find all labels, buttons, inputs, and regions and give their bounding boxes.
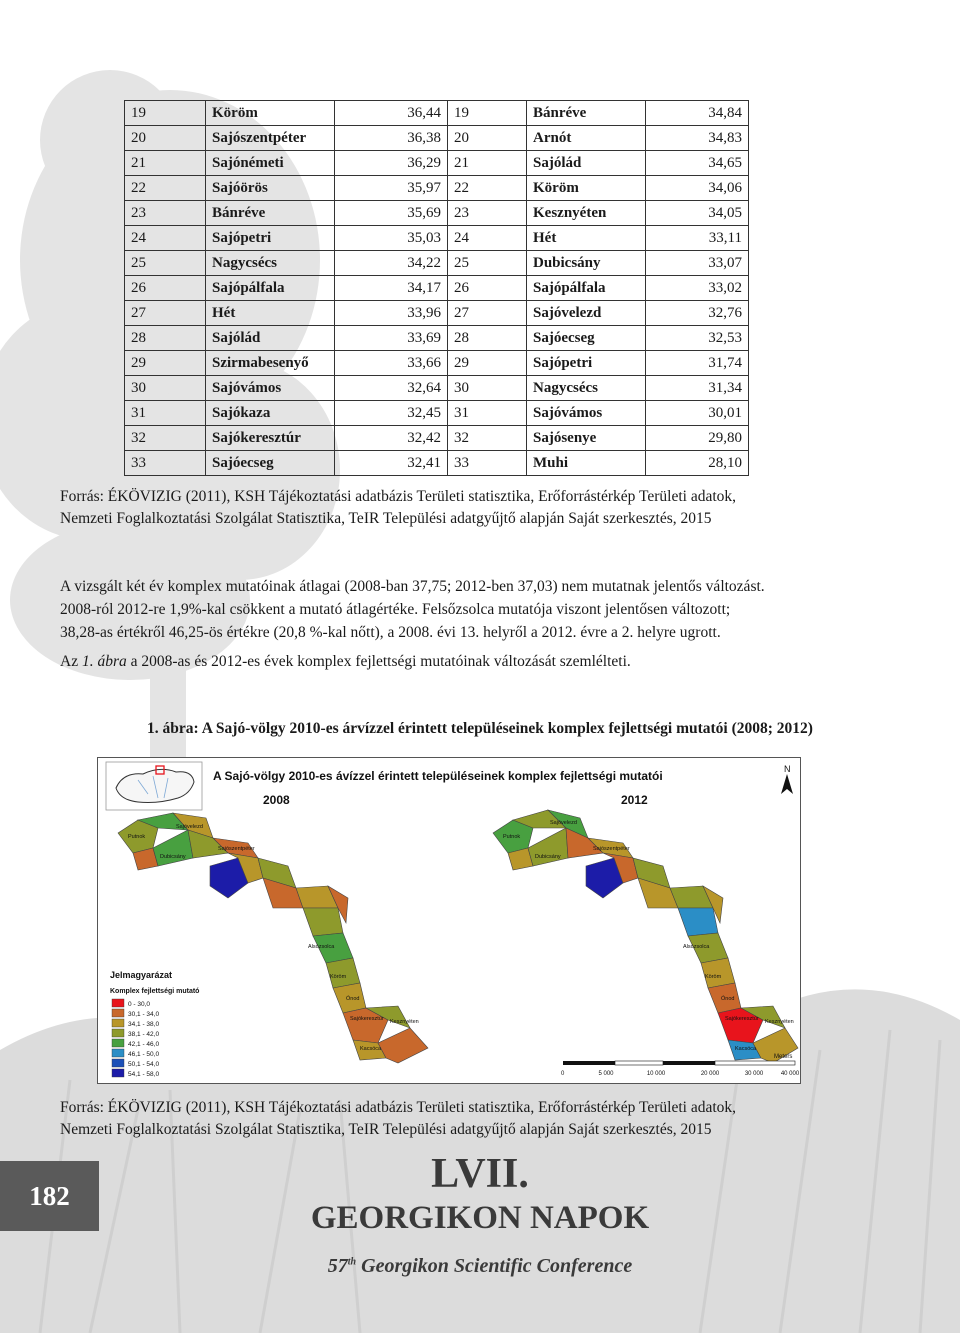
table-cell: 36,44 [335,101,448,126]
table-cell: Nagycsécs [527,376,646,401]
table-row [125,226,749,251]
table-cell: 31,74 [646,351,749,376]
table-row [125,151,749,176]
table-cell: 31 [125,401,206,426]
table-cell: 19 [448,101,527,126]
table-row [125,301,749,326]
place-label: Putnok [128,834,146,840]
table-row [125,376,749,401]
table-row [125,276,749,301]
table-cell: 32,64 [335,376,448,401]
table-cell: 26 [125,276,206,301]
table-cell: 28,10 [646,451,749,476]
table-cell: 33,11 [646,226,749,251]
figure-map [97,757,801,1084]
scale-label: 0 [561,1071,565,1077]
place-label: Alsózsolca [308,944,335,950]
paragraph-line [60,650,850,673]
table-cell: 33,96 [335,301,448,326]
table-cell: 25 [448,251,527,276]
table-cell: 34,22 [335,251,448,276]
table-cell: 31 [448,401,527,426]
north-arrow-icon [781,764,793,794]
table-cell: 33,66 [335,351,448,376]
legend-label: 42,1 - 46,0 [128,1041,160,1048]
table-cell: Kesznyéten [527,201,646,226]
conf-sub-sup: th [347,1256,357,1268]
place-label: Dubicsány [535,854,561,860]
source-note-2 [60,1097,850,1141]
legend-swatch [112,1019,124,1027]
table-cell: Hét [527,226,646,251]
table-cell: Hét [206,301,335,326]
table-cell: Sajószentpéter [206,126,335,151]
table-cell: Sajóörös [206,176,335,201]
source-note-1 [60,486,850,530]
source-note-line: Forrás: ÉKÖVIZIG (2011), KSH Tájékoztatási adatbázis Területi statisztika, Erőforrástérkép Területi adatok, [60,488,737,505]
table-cell: 35,97 [335,176,448,201]
conf-sub-num: 57 [327,1255,348,1277]
table-cell: 30 [448,376,527,401]
year-label-2012: 2012 [621,793,648,807]
table-cell: Sajópetri [527,351,646,376]
place-label: Sajószentpéter [593,846,630,852]
table-cell: 27 [125,301,206,326]
table-cell: 34,83 [646,126,749,151]
table-cell: 33,07 [646,251,749,276]
north-label: N [784,764,791,774]
source-note-line: Nemzeti Foglalkoztatási Szolgálat Statisztika, TeIR Települési adatgyűjtő alapján Saját szerkesztés, 2015 [60,510,712,527]
body-paragraph [60,575,850,673]
legend-swatch [112,1049,124,1057]
table-cell: 32,76 [646,301,749,326]
legend-swatch [112,1059,124,1067]
table-row [125,451,749,476]
paragraph-text: a 2008-as és 2012-es évek komplex fejlettségi mutatóinak változását szemlélteti. [126,653,631,670]
table-cell: 32,45 [335,401,448,426]
table-cell: Sajókaza [206,401,335,426]
table-cell: 23 [448,201,527,226]
table-cell: 34,05 [646,201,749,226]
table-cell: 30 [125,376,206,401]
table-row [125,201,749,226]
map-legend [110,970,199,1078]
table-cell: 31,34 [646,376,749,401]
table-cell: 29,80 [646,426,749,451]
legend-swatch [112,1029,124,1037]
table-cell: Sajóecseg [206,451,335,476]
map-2012 [493,810,798,1063]
place-label: Kesznyéten [765,1019,794,1025]
table-cell: 23 [125,201,206,226]
legend-label: 34,1 - 38,0 [128,1021,160,1028]
conference-subtitle [260,1255,700,1278]
paragraph-line: A vizsgált két év komplex mutatóinak átlagai (2008-ban 37,75; 2012-ben 37,03) nem mutatnak jelentős változást. [60,578,765,595]
table-cell: Köröm [206,101,335,126]
table-cell: Sajópálfala [527,276,646,301]
table-cell: 24 [448,226,527,251]
table-row [125,351,749,376]
table-cell: 34,06 [646,176,749,201]
map-2008 [118,813,428,1063]
legend-label: 50,1 - 54,0 [128,1061,160,1068]
place-label: Sajóvelezd [176,824,203,830]
table-cell: Nagycsécs [206,251,335,276]
table-cell: 32 [448,426,527,451]
table-cell: 22 [125,176,206,201]
table-cell: 32,41 [335,451,448,476]
legend-swatch [112,1069,124,1077]
table-cell: Sajósenye [527,426,646,451]
place-label: Alsózsolca [683,944,710,950]
source-note-line: Nemzeti Foglalkoztatási Szolgálat Statisztika, TeIR Települési adatgyűjtő alapján Saját szerkesztés, 2015 [60,1121,712,1138]
legend-swatch [112,1009,124,1017]
table-cell: 32,53 [646,326,749,351]
table-cell: Bánréve [206,201,335,226]
table-cell: 33 [448,451,527,476]
table-row [125,426,749,451]
table-cell: 35,69 [335,201,448,226]
figure-reference: 1. ábra [81,653,127,670]
scale-unit: Meters [774,1054,793,1060]
place-label: Köröm [705,974,722,980]
table-cell: Sajónémeti [206,151,335,176]
table-cell: 33,69 [335,326,448,351]
table-cell: 34,17 [335,276,448,301]
conference-name: GEORGIKON NAPOK [310,1200,650,1236]
table-cell: 34,65 [646,151,749,176]
table-cell: 33 [125,451,206,476]
table-cell: 30,01 [646,401,749,426]
table-cell: 29 [448,351,527,376]
place-label: Sajókeresztúr [350,1016,384,1022]
page-number: 182 [0,1161,99,1231]
table-cell: Arnót [527,126,646,151]
place-label: Ónod [346,996,360,1002]
table-cell: Sajóecseg [527,326,646,351]
table-cell: Sajóvelezd [527,301,646,326]
legend-label: 38,1 - 42,0 [128,1031,160,1038]
place-label: Köröm [330,974,347,980]
table-row [125,251,749,276]
table-cell: Sajóvámos [527,401,646,426]
place-label: Dubicsány [160,854,186,860]
table-cell: 28 [125,326,206,351]
figure-caption: 1. ábra: A Sajó-völgy 2010-es árvízzel érintett településeinek komplex fejlettségi mutatói (2008; 2012) [147,720,813,737]
table-cell: 26 [448,276,527,301]
table-cell: 28 [448,326,527,351]
table-cell: 25 [125,251,206,276]
table-cell: 22 [448,176,527,201]
table-row [125,126,749,151]
legend-title: Jelmagyarázat [110,970,173,980]
legend-subtitle: Komplex fejlettségi mutató [110,988,200,995]
paragraph-text: Az [60,653,82,670]
ranking-table [124,100,749,476]
table-cell: Sajópálfala [206,276,335,301]
table-cell: 34,84 [646,101,749,126]
table-cell: 32 [125,426,206,451]
scale-label: 20 000 [700,1071,720,1077]
table-cell: 33,02 [646,276,749,301]
legend-label: 46,1 - 50,0 [128,1051,160,1058]
table-cell: 32,42 [335,426,448,451]
table-cell: 36,38 [335,126,448,151]
place-label: Ónod [721,996,735,1002]
source-note-line: Forrás: ÉKÖVIZIG (2011), KSH Tájékoztatási adatbázis Területi statisztika, Erőforrástérkép Területi adatok, [60,1099,737,1116]
map-title: A Sajó-völgy 2010-es ávízzel érintett településeinek komplex fejlettségi mutatói [213,769,663,783]
place-label: Kacsóca [360,1046,382,1052]
table-cell: Sajókeresztúr [206,426,335,451]
map-svg [98,758,800,1083]
table-cell: 27 [448,301,527,326]
table-row [125,101,749,126]
table-cell: 20 [125,126,206,151]
place-label: Sajóvelezd [550,820,577,826]
legend-label: 54,1 - 58,0 [128,1071,160,1078]
table-row [125,401,749,426]
year-label-2008: 2008 [263,793,290,807]
table-cell: Bánréve [527,101,646,126]
table-cell: 35,03 [335,226,448,251]
table-cell: 24 [125,226,206,251]
hungary-inset-map [106,762,202,810]
scale-label: 10 000 [646,1071,666,1077]
table-cell: 21 [125,151,206,176]
table-cell: Szirmabesenyő [206,351,335,376]
table-cell: Sajólád [527,151,646,176]
table-cell: Dubicsány [527,251,646,276]
paragraph-line: 2008-ról 2012-re 1,9%-kal csökkent a mutató átlagértéke. Felsőzsolca mutatója viszont jelentősen változott; [60,601,731,618]
table-cell: 29 [125,351,206,376]
legend-swatch [112,999,124,1007]
table-cell: 20 [448,126,527,151]
place-label: Sajókeresztúr [725,1016,759,1022]
paragraph-line: 38,28-as értékről 46,25-ös értékre (20,8 %-kal nőtt), a 2008. évi 13. helyről a 2012. évre a 2. helyre ugrott. [60,624,721,641]
table-cell: Sajópetri [206,226,335,251]
legend-label: 0 - 30,0 [128,1001,151,1008]
table-cell: 36,29 [335,151,448,176]
scale-label: 5 000 [598,1071,614,1077]
legend-swatch [112,1039,124,1047]
legend-label: 30,1 - 34,0 [128,1011,160,1018]
table-cell: Sajólád [206,326,335,351]
table-cell: 19 [125,101,206,126]
table-cell: 21 [448,151,527,176]
place-label: Kacsóca [735,1046,757,1052]
conference-number: LVII. [431,1151,529,1197]
table-row [125,176,749,201]
place-label: Putnok [503,834,521,840]
conf-sub-rest: Georgikon Scientific Conference [356,1255,633,1277]
table-cell: Sajóvámos [206,376,335,401]
table-cell: Köröm [527,176,646,201]
table-row [125,326,749,351]
scale-label: 30 000 [744,1071,764,1077]
scale-label: 40 000 [780,1071,800,1077]
place-label: Sajószentpéter [218,846,255,852]
place-label: Kesznyéten [390,1019,419,1025]
table-cell: Muhi [527,451,646,476]
